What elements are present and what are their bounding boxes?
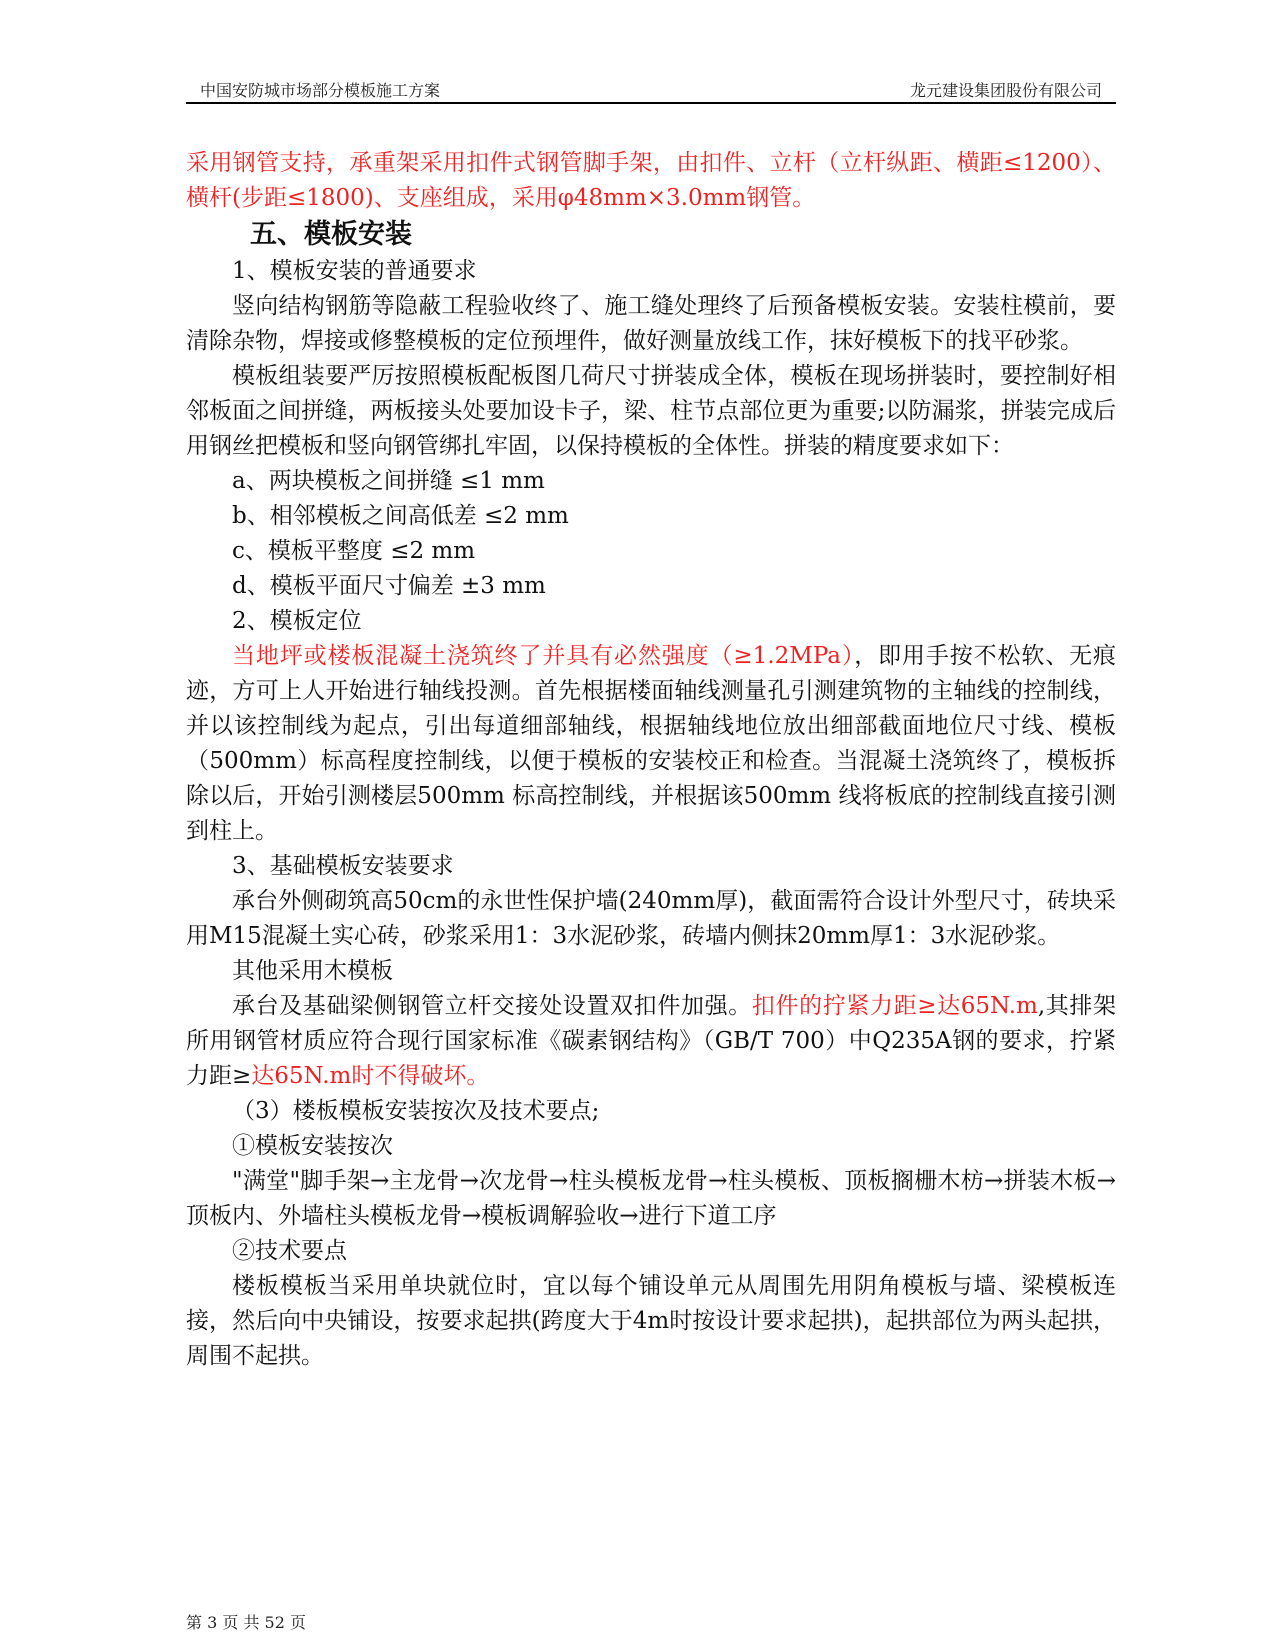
subsection-title-1: 1、模板安装的普通要求: [232, 258, 477, 284]
paragraph-positioning: [186, 639, 1116, 849]
precision-item-a: a、两块模板之间拼缝 ≤1 mm: [232, 468, 545, 494]
technical-points-paragraph: 楼板模板当采用单块就位时，宜以每个铺设单元从周围先用阴角模板与墙、梁模板连接，然后向中央铺设，按要求起拱(跨度大于4m时按设计要求起拱)，起拱部位为两头起拱，周围不起拱。: [186, 1273, 1116, 1369]
torque-note-1: 扣件的拧紧力距≥达65N.m: [751, 993, 1038, 1019]
document-body: [186, 146, 1116, 1374]
subsection-title-2: 2、模板定位: [232, 608, 362, 634]
positioning-strength-note: 当地坪或楼板混凝土浇筑终了并具有必然强度（≥1.2MPa）: [232, 643, 855, 669]
step-1-title: ①模板安装按次: [232, 1133, 393, 1159]
paragraph-assembly: 模板组装要严厉按照模板配板图几荷尺寸拼装成全体，模板在现场拼装时，要控制好相邻板面之间拼缝，两板接头处要加设卡子，梁、柱节点部位更为重要;以防漏浆，拼装完成后用钢丝把模板和竖向钢管绑扎牢固，以保持模板的全体性。拼装的精度要求如下：: [186, 363, 1116, 459]
precision-item-b: b、相邻模板之间高低差 ≤2 mm: [232, 503, 569, 529]
intro-paragraph: 采用钢管支持，承重架采用扣件式钢管脚手架，由扣件、立杆（立杆纵距、横距≤1200）、横杆(步距≤1800)、支座组成，采用φ48mm×3.0mm钢管。: [186, 150, 1116, 211]
installation-sequence: "满堂"脚手架→主龙骨→次龙骨→柱头模板龙骨→柱头模板、顶板搁栅木枋→拼装木板→顶板内、外墙柱头模板龙骨→模板调解验收→进行下道工序: [186, 1168, 1116, 1229]
paragraph-double-fastener: [186, 989, 1116, 1094]
precision-item-c: c、模板平整度 ≤2 mm: [232, 538, 476, 564]
torque-note-2: 达65N.m时不得破坏。: [251, 1063, 490, 1089]
page-number-footer: 第 3 页 共 52 页: [186, 1613, 306, 1632]
page-header: [186, 74, 1116, 104]
positioning-text: ，即用手按不松软、无痕迹，方可上人开始进行轴线投测。首先根据楼面轴线测量孔引测建筑物的主轴线的控制线，并以该控制线为起点，引出每道细部轴线，根据轴线地位放出细部截面地位尺寸线、模板（500mm）标高程度控制线，以便于模板的安装校正和检查。当混凝土浇筑终了，模板拆除以后，开始引测楼层500mm 标高控制线，并根据该500mm 线将板底的控制线直接引测到柱上。: [186, 643, 1117, 844]
section-heading: 五、模板安装: [250, 219, 412, 250]
subsection-title-3: 3、基础模板安装要求: [232, 853, 454, 879]
double-fastener-text: 承台及基础梁侧钢管立杆交接处设置双扣件加强。: [232, 993, 752, 1019]
subsection-title-4: （3）楼板模板安装按次及技术要点;: [232, 1098, 600, 1124]
header-company-name: 龙元建设集团股份有限公司: [909, 81, 1102, 100]
precision-item-d: d、模板平面尺寸偏差 ±3 mm: [232, 573, 546, 599]
step-2-title: ②技术要点: [232, 1238, 347, 1264]
paragraph-foundation-wall: 承台外侧砌筑高50cm的永世性保护墙(240mm厚)，截面需符合设计外型尺寸，砖块采用M15混凝土实心砖，砂浆采用1：3水泥砂浆，砖墙内侧抹20mm厚1：3水泥砂浆。: [186, 888, 1116, 949]
paragraph-timber-formwork: 其他采用木模板: [232, 958, 393, 984]
paragraph-general-requirements: 竖向结构钢筋等隐蔽工程验收终了、施工缝处理终了后预备模板安装。安装柱模前，要清除杂物，焊接或修整模板的定位预埋件，做好测量放线工作，抹好模板下的找平砂浆。: [186, 293, 1116, 354]
header-document-title: 中国安防城市场部分模板施工方案: [200, 81, 441, 100]
steel-standard-text: ,其排架所用钢管材质应符合现行国家标准《碳素钢结构》（GB/T 700）中Q235A钢的要求，拧紧力距≥: [186, 993, 1117, 1089]
